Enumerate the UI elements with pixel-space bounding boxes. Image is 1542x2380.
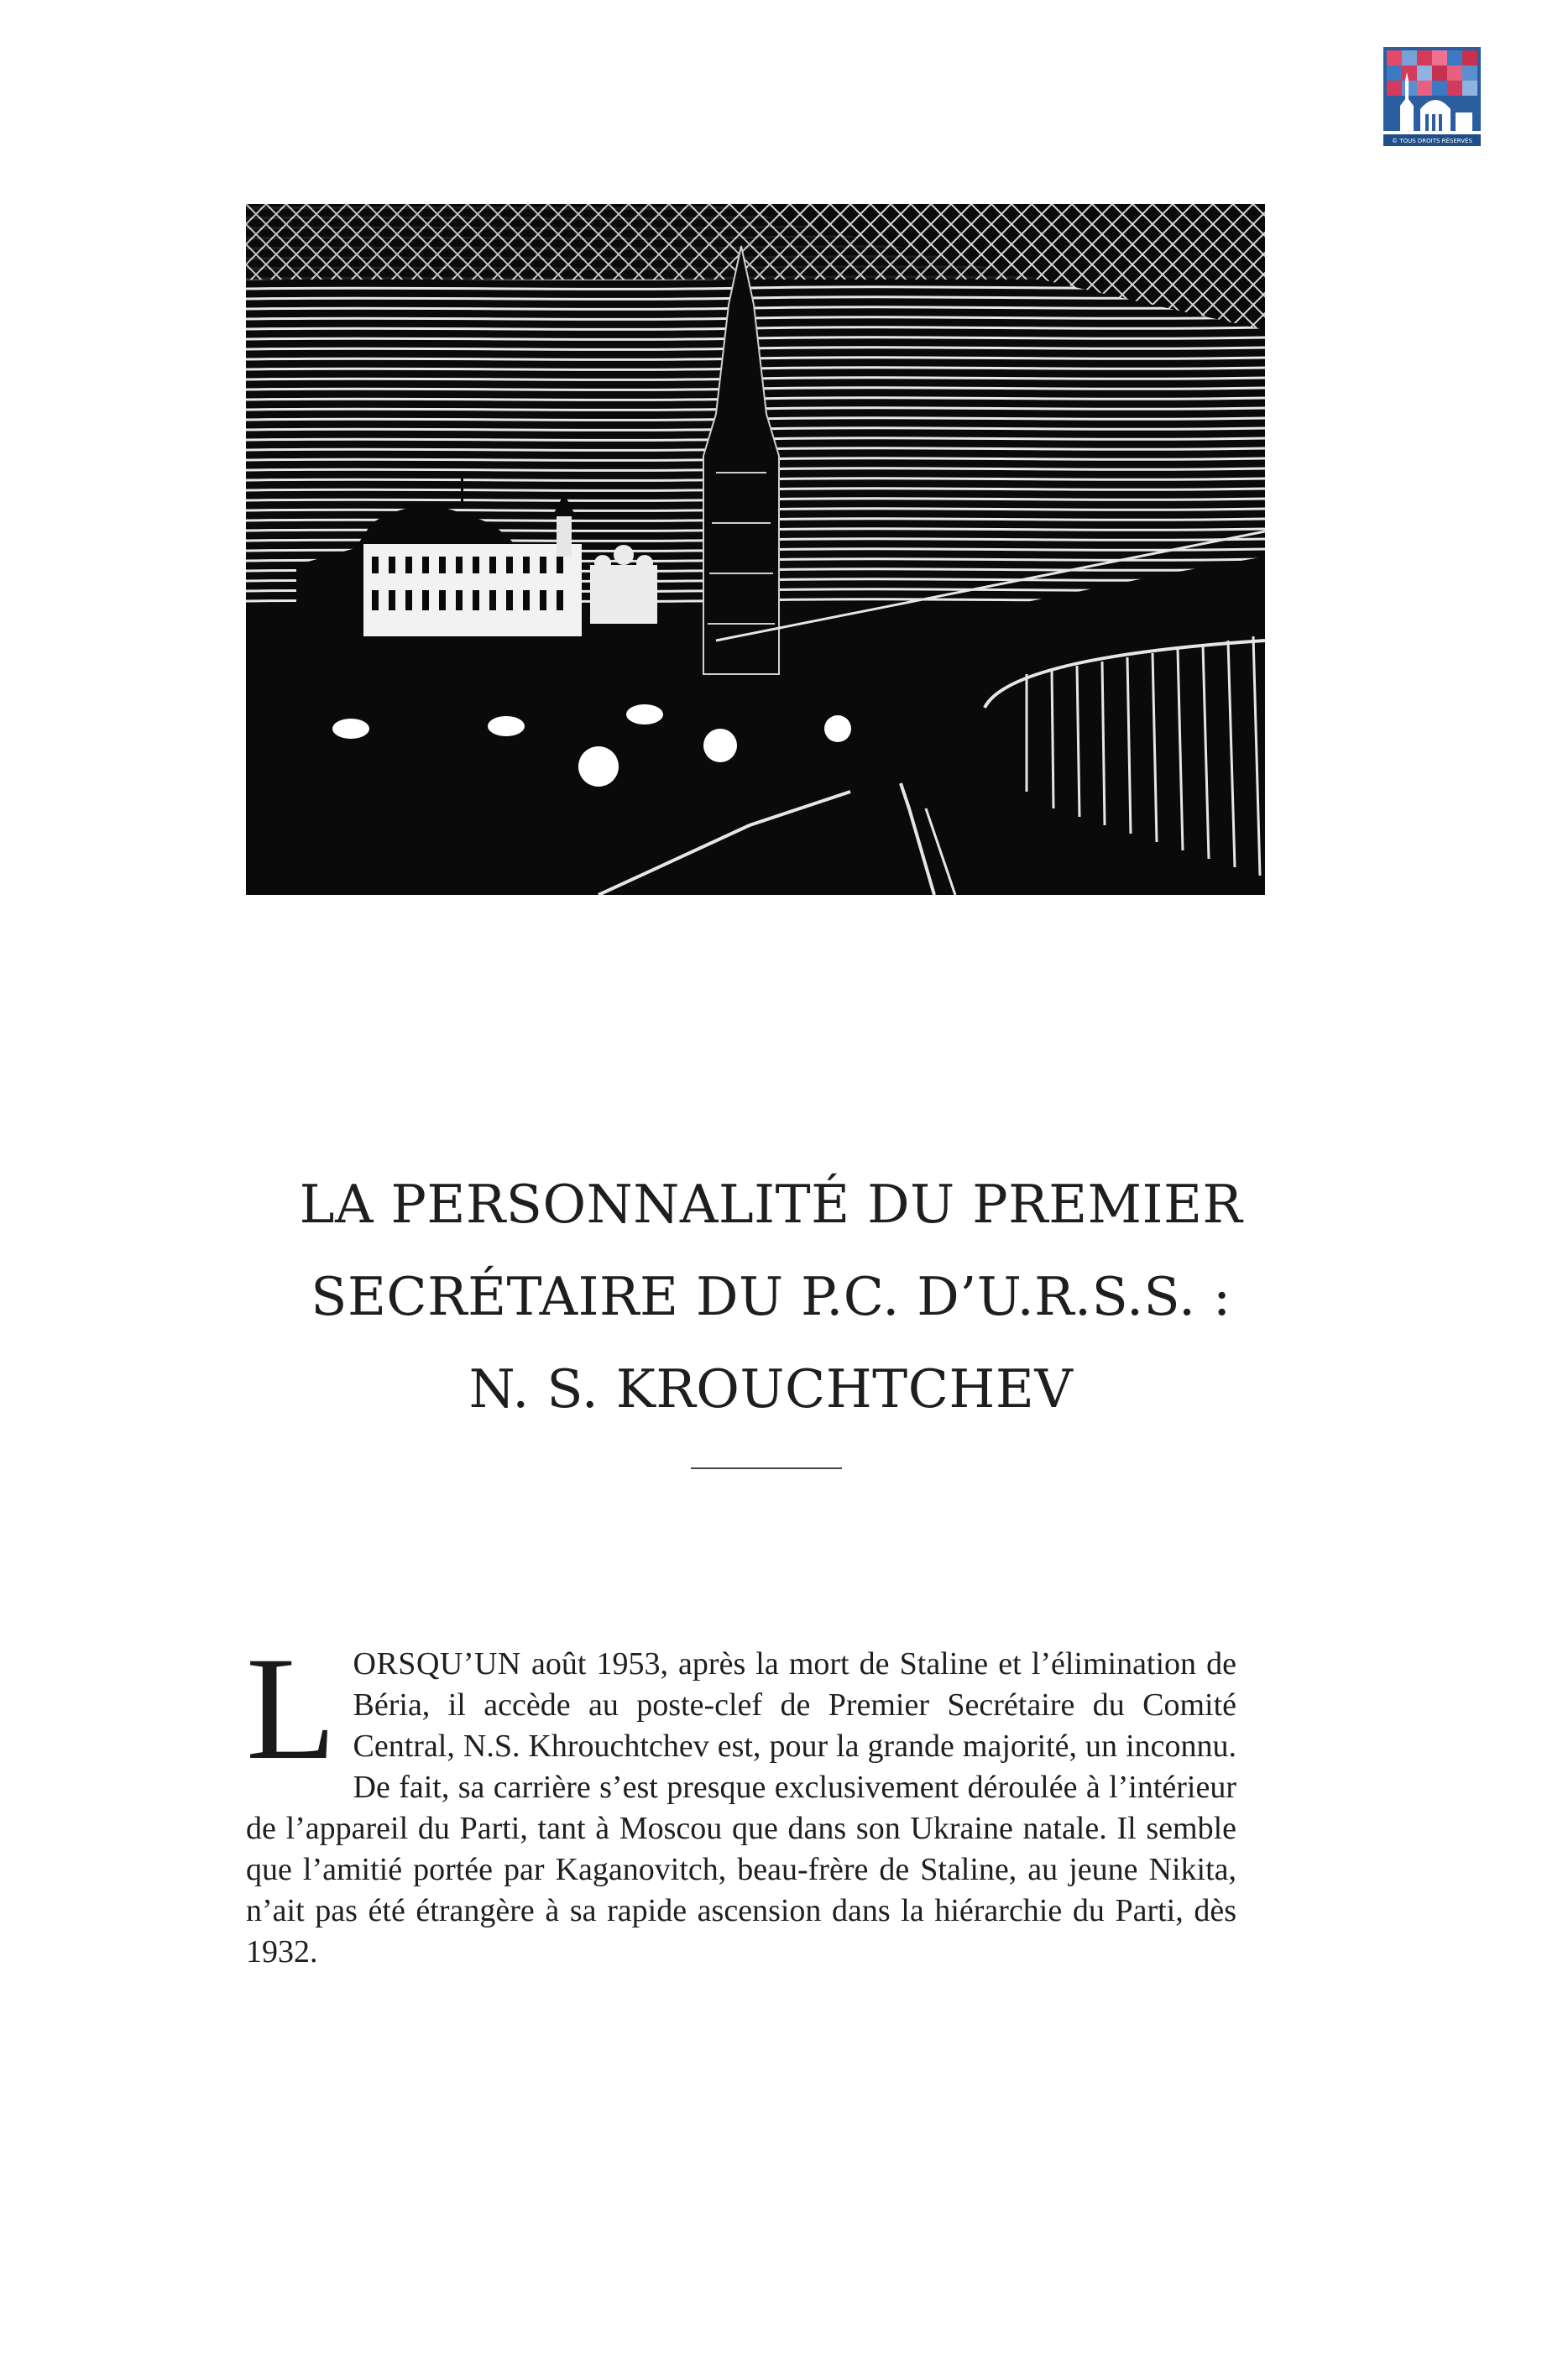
title-line-2: SECRÉTAIRE DU P.C. D’U.R.S.S. : [311,1266,1231,1327]
chapter-title [201,1159,1341,1436]
paragraph-text: août 1953, après la mort de Staline et l’élimination de Béria, il accède au poste-clef de Premier Secrétaire du Comité Central, N.S. Khrouchtchev est, pour la grande majorité, un inconnu. De fait, sa carrière s’est presque exclusivement déroulée à l’intérieur de l’appareil du Parti, tant à Moscou que dans son Ukraine natale. Il semble que l’amitié portée par Kaganovitch, beau-frère de Staline, au jeune Nikita, n’ait pas été étrangère à sa rapide ascension dans la hiérarchie du Parti, dès 1932. [246,1646,1236,1969]
lead-word: ORSQU’UN [353,1646,521,1682]
drop-cap: L [246,1627,337,1791]
logo-caption: © TOUS DROITS RÉSERVÉS [1392,138,1472,144]
kremlin-night-engraving-icon [246,204,1265,895]
title-divider [691,1467,842,1469]
publisher-logo-icon [1383,47,1481,146]
body-paragraph [246,1627,1236,1973]
publisher-logo [1383,47,1481,146]
title-line-3: N. S. KROUCHTCHEV [468,1358,1074,1420]
kremlin-illustration [246,204,1265,895]
title-line-1: LA PERSONNALITÉ DU PREMIER [299,1174,1243,1235]
